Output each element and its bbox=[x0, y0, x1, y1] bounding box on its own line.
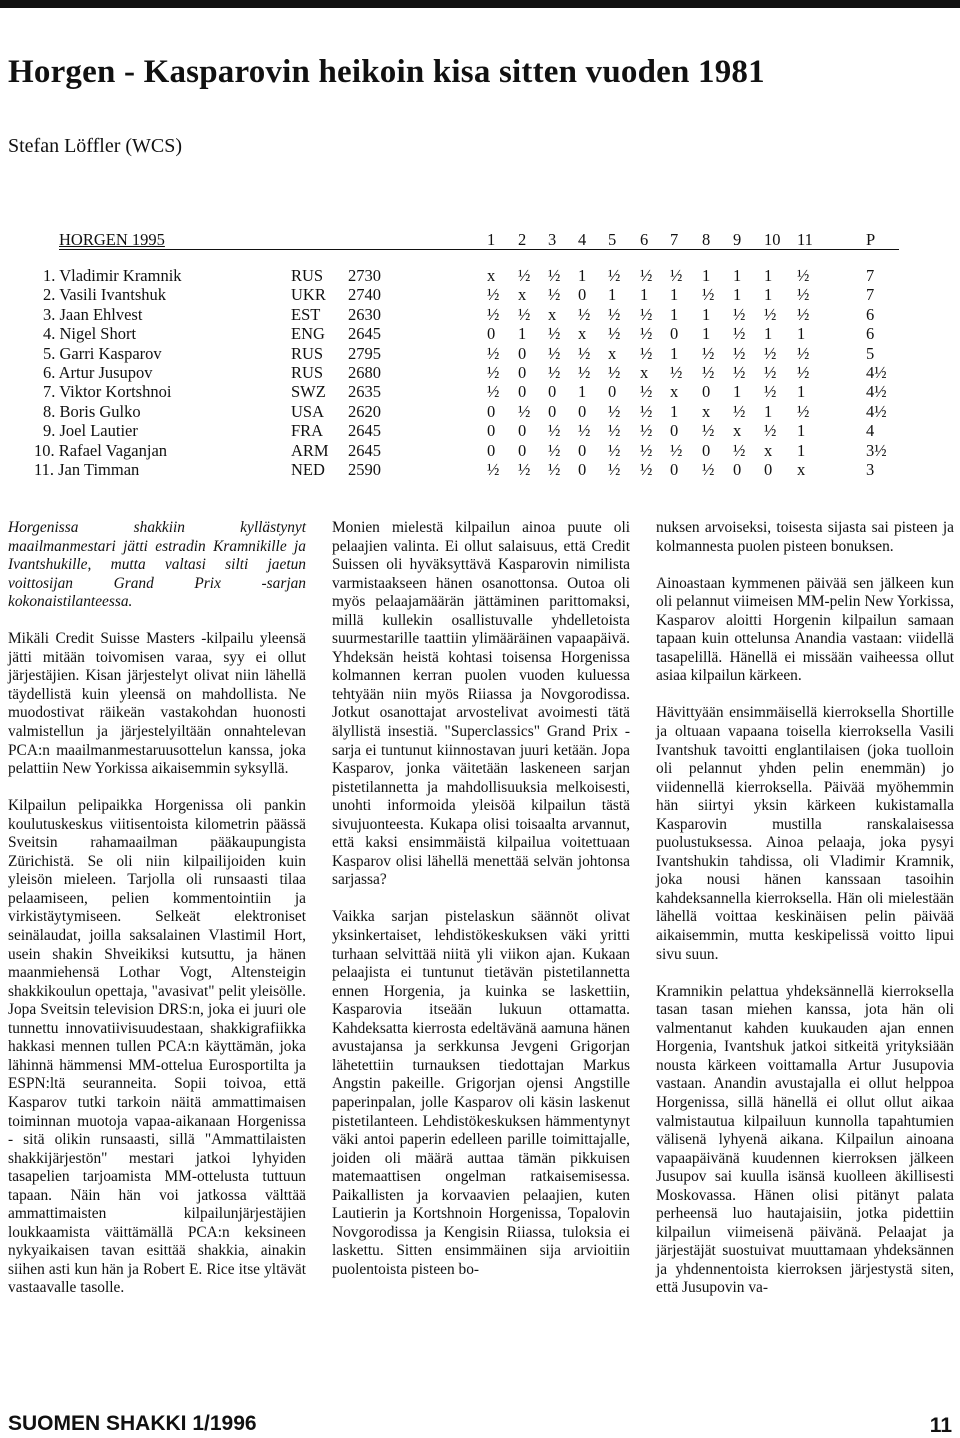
article-column-2 bbox=[332, 519, 630, 1279]
result-cell: ½ bbox=[608, 304, 621, 324]
result-cell: ½ bbox=[578, 363, 591, 382]
result-cell: x bbox=[548, 304, 557, 324]
result-cell: x bbox=[608, 343, 617, 363]
result-cell: ½ bbox=[518, 266, 531, 285]
article-column-3 bbox=[656, 519, 954, 1298]
article-paragraph: nuksen arvoiseksi, toisesta sijasta sai pisteen ja kolmannesta puolen pisteen bonuksen. bbox=[656, 519, 954, 555]
result-cell: x bbox=[733, 421, 742, 441]
result-cell: ½ bbox=[797, 401, 810, 421]
result-cell: ½ bbox=[640, 382, 653, 402]
result-cell: 1 bbox=[578, 382, 587, 402]
player-country: UKR bbox=[291, 285, 326, 305]
result-cell: ½ bbox=[487, 304, 500, 324]
player-rating: 2645 bbox=[348, 440, 381, 460]
result-cell: 0 bbox=[670, 460, 679, 479]
result-cell: ½ bbox=[640, 440, 653, 460]
player-rating: 2635 bbox=[348, 382, 381, 402]
magazine-issue: SUOMEN SHAKKI 1/1996 bbox=[8, 1412, 257, 1435]
top-rule bbox=[0, 0, 960, 8]
result-cell: 1 bbox=[797, 382, 806, 402]
result-cell: ½ bbox=[608, 421, 621, 441]
player-points: 5 bbox=[866, 343, 875, 363]
player-name: 2. Vasili Ivantshuk bbox=[43, 285, 166, 305]
result-cell: 1 bbox=[670, 285, 679, 305]
article-paragraph: Ainoastaan kymmenen päivää sen jälkeen kun oli pelannut viimeisen MM-pelin New Yorkissa, Kasparov aloitti Horgenin kilpailun samaan tapaan kuin ottelunsa Anandia vastaan: viidellä tasapelillä. Hänellä ei missään vaiheessa ollut asiaa kilpailun kärkeen. bbox=[656, 574, 954, 685]
result-cell: ½ bbox=[640, 401, 653, 421]
result-cell: ½ bbox=[578, 304, 591, 324]
round-header: 9 bbox=[733, 230, 742, 249]
player-country: FRA bbox=[291, 421, 324, 441]
result-cell: 0 bbox=[487, 421, 496, 441]
result-cell: ½ bbox=[702, 421, 715, 441]
result-cell: 0 bbox=[578, 401, 587, 421]
result-cell: 1 bbox=[764, 401, 773, 421]
article-paragraph: Kilpailun pelipaikka Horgenissa oli pankin koulutuskeskus viitisentoista kilometrin päässä Sveitsin rahamaailman pääkaupungista Zürichistä. Se oli niin kilpailijoiden kuin yleisön mieleen. Tarjolla oli runsaasti tilaa pelaamiseen, pelien kommentointiin ja virkistäytymiseen. Selkeät elektroniset seinälaudat, joilla saksalainen Vlastimil Hort, usein shakin Shveikiksi kutsuttu, ja hänen maanmiehensä Lothar Vogt, Altensteigin shakkikoulun opettaja, "avasivat" pelit yleisölle. Jopa Sveitsin television DRS:n, joka ei juuri ole tunnettu innovatiivisuudestaan, shakkigrafiikka hakkasi mennen tullen PCA:n käyttämän, joka lähinnä hämmensi MM-ottelua Eurosportilta ja ESPN:ltä seuranneita. Sopii toivoa, että Kasparov tutki tarkoin näitä ammattimaisen toiminnan muotoja vapaa-aikanaan Horgenissa - sitä olikin runsaasti, sillä "Ammattilaisten shakkijärjestön" mestari jatkoi lyhyiden tasapelien tarjoamista MM-ottelusta tuttuun tapaan. Näin hän voi jatkossa välttää ammattimaisten kilpailunjärjestäjien loukkaamista väittämällä PCA:n keksineen nykyaikaisen tavan esittää shakkia, ainakin siihen asti kun hän ja Robert E. Rice itse yltävät vastaavalle tasolle. bbox=[8, 797, 306, 1297]
player-name: 9. Joel Lautier bbox=[43, 421, 138, 441]
player-name: 6. Artur Jusupov bbox=[43, 363, 153, 382]
result-cell: ½ bbox=[487, 363, 500, 382]
result-cell: 1 bbox=[733, 285, 742, 305]
page-title: Horgen - Kasparovin heikoin kisa sitten vuoden 1981 bbox=[8, 54, 765, 90]
result-cell: 0 bbox=[733, 460, 742, 479]
result-cell: ½ bbox=[487, 343, 500, 363]
player-rating: 2620 bbox=[348, 401, 381, 421]
result-cell: ½ bbox=[548, 460, 561, 479]
result-cell: ½ bbox=[797, 363, 810, 382]
result-cell: ½ bbox=[797, 343, 810, 363]
player-points: 4 bbox=[866, 421, 875, 441]
result-cell: 0 bbox=[548, 382, 557, 402]
result-cell: ½ bbox=[733, 324, 746, 344]
result-cell: 0 bbox=[487, 324, 496, 344]
result-cell: x bbox=[670, 382, 679, 402]
result-cell: ½ bbox=[797, 304, 810, 324]
result-cell: 1 bbox=[640, 285, 649, 305]
result-cell: 0 bbox=[518, 382, 527, 402]
result-cell: ½ bbox=[608, 440, 621, 460]
player-name: 5. Garri Kasparov bbox=[43, 343, 162, 363]
points-header: P bbox=[866, 230, 876, 249]
result-cell: ½ bbox=[548, 324, 561, 344]
player-rating: 2730 bbox=[348, 266, 381, 285]
result-cell: ½ bbox=[548, 421, 561, 441]
result-cell: ½ bbox=[764, 304, 777, 324]
result-cell: ½ bbox=[640, 304, 653, 324]
result-cell: ½ bbox=[608, 324, 621, 344]
result-cell: 0 bbox=[670, 324, 679, 344]
result-cell: 0 bbox=[578, 285, 587, 305]
player-country: EST bbox=[291, 304, 321, 324]
result-cell: ½ bbox=[608, 460, 621, 479]
result-cell: ½ bbox=[548, 343, 561, 363]
result-cell: 1 bbox=[764, 285, 773, 305]
result-cell: 1 bbox=[797, 324, 806, 344]
result-cell: 0 bbox=[702, 382, 711, 402]
player-rating: 2795 bbox=[348, 343, 381, 363]
article-paragraph: Monien mielestä kilpailun ainoa puute oli pelaajien valinta. Ei ollut salaisuus, että Credit Suissen oli hyväksyttävä Kasparovin nimilista varmistaakseen hänen osanottonsa. Outoa oli myös pelaajamäärän jättäminen parittomaksi, millä kullekin osallistuvalle yhdelletoista suurmestarille taattiin ylimääräinen vapaapäivä. Yhdeksän heistä kohtasi toisensa Horgenissa kolmannen kerran puolen vuoden kuluessa tehtyään niin myös Riiassa ja Novgorodissa. Jotkut osanottajat arvostelivat avoimesti tätä älyllistä insestiä. "Superclassics" Grand Prix -sarja ei tuntunut kiinnostavan juuri ketään. Jopa Kasparov, jonka väitetään laskeneen sarjan pistetilannetta ja mahdollisuuksia melkoisesti, unohti informoida yleisöä kilpailun tästä sivujuonteesta. Kukapa olisi toisaalta arvannut, että kaksi ensimmäistä kilpailua voitettuaan Kasparov olisi lähellä menettää selvän johtonsa sarjassa? bbox=[332, 519, 630, 889]
page-number: 11 bbox=[929, 1414, 952, 1437]
result-cell: x bbox=[640, 363, 649, 382]
result-cell: ½ bbox=[702, 285, 715, 305]
result-cell: ½ bbox=[702, 343, 715, 363]
result-cell: ½ bbox=[548, 285, 561, 305]
player-country: USA bbox=[291, 401, 325, 421]
result-cell: ½ bbox=[764, 382, 777, 402]
player-points: 7 bbox=[866, 266, 875, 285]
article-column-1 bbox=[8, 519, 306, 1298]
crosstable-header-rule bbox=[59, 249, 899, 250]
player-points: 3 bbox=[866, 460, 875, 479]
player-rating: 2740 bbox=[348, 285, 381, 305]
result-cell: ½ bbox=[608, 363, 621, 382]
result-cell: 1 bbox=[797, 421, 806, 441]
result-cell: ½ bbox=[640, 266, 653, 285]
result-cell: ½ bbox=[670, 266, 683, 285]
result-cell: 1 bbox=[702, 324, 711, 344]
result-cell: 0 bbox=[702, 440, 711, 460]
player-name: 3. Jaan Ehlvest bbox=[43, 304, 143, 324]
result-cell: 0 bbox=[764, 460, 773, 479]
article-paragraph: Hävittyään ensimmäisellä kierroksella Shortille ja oltuaan vapaana toisella kierroksella Vasili Ivantshuk tavoitti englantilaisen (joka tuolloin oli pelannut yhden pelin enemmän) jo viidennellä kierroksella. Päivää myöhemmin hän siirtyi yksin kärkeen kukistamalla Kasparovin mustilla ranskalaisessa puolustuksessa. Ainoa pelaaja, joka pysyi Ivantshukin tahdissa, oli Vladimir Kramnik, joka nousi hänen kanssaan tasoihin kahdeksannella kierroksella. Hän oli mielestään lähellä voittaa keskinäisen pelin päivää aikaisemmin, mutta keskipelissä voitto lipui sivu suun. bbox=[656, 704, 954, 963]
result-cell: ½ bbox=[578, 421, 591, 441]
result-cell: ½ bbox=[764, 363, 777, 382]
result-cell: ½ bbox=[640, 343, 653, 363]
result-cell: x bbox=[702, 401, 711, 421]
player-rating: 2590 bbox=[348, 460, 381, 479]
player-name: 7. Viktor Kortshnoi bbox=[43, 382, 172, 402]
result-cell: x bbox=[487, 266, 496, 285]
result-cell: 0 bbox=[518, 363, 527, 382]
result-cell: ½ bbox=[733, 304, 746, 324]
player-country: ENG bbox=[291, 324, 325, 344]
player-points: 6 bbox=[866, 304, 875, 324]
round-header: 5 bbox=[608, 230, 617, 249]
result-cell: ½ bbox=[518, 304, 531, 324]
round-header: 1 bbox=[487, 230, 496, 249]
result-cell: 1 bbox=[764, 266, 773, 285]
result-cell: ½ bbox=[518, 401, 531, 421]
result-cell: 0 bbox=[578, 440, 587, 460]
player-country: SWZ bbox=[291, 382, 326, 402]
player-points: 3½ bbox=[866, 440, 887, 460]
result-cell: ½ bbox=[764, 421, 777, 441]
result-cell: 0 bbox=[578, 460, 587, 479]
result-cell: ½ bbox=[797, 266, 810, 285]
article-paragraph: Kramnikin pelattua yhdeksännellä kierroksella tasan tasan miehen kanssa, jota hän oli valmentanut kahden kuukauden ajan ennen Horgenia, Ivantshuk jatkoi sitkeitä yrityksiään nousta kärkeen voittamalla Artur Jusupovia vastaan. Anandin avustajalla ei ollut helppoa Horgenissa, sillä hänellä ei ollut ollut aikaa valmistautua kilpailuun kunnolla tapahtumien välisenä lyhyenä aikana. Kilpailun ainoana vapaapäivänä kuudennen kierroksen jälkeen Jusupov sai kuulla isänsä kuolleen äkillisesti Moskovassa. Hänen olisi pitänyt palata perheensä luo hautajaisiin, jotka pidettiin kilpailun viimeisenä päivänä. Pelaajat ja järjestäjät suostuivat muuttamaan yhdeksännen ja yhdennentoista kierroksen järjestystä siten, että Jusupovin va- bbox=[656, 982, 954, 1297]
result-cell: 0 bbox=[487, 440, 496, 460]
player-points: 4½ bbox=[866, 382, 887, 402]
result-cell: ½ bbox=[797, 285, 810, 305]
result-cell: 0 bbox=[548, 401, 557, 421]
result-cell: ½ bbox=[608, 266, 621, 285]
result-cell: ½ bbox=[487, 382, 500, 402]
round-header: 10 bbox=[764, 230, 781, 249]
result-cell: ½ bbox=[702, 460, 715, 479]
result-cell: 1 bbox=[764, 324, 773, 344]
player-country: ARM bbox=[291, 440, 329, 460]
player-name: 4. Nigel Short bbox=[43, 324, 137, 344]
result-cell: ½ bbox=[702, 363, 715, 382]
result-cell: ½ bbox=[670, 440, 683, 460]
player-name: 8. Boris Gulko bbox=[43, 401, 141, 421]
author-byline: Stefan Löffler (WCS) bbox=[8, 135, 183, 157]
crosstable-title: HORGEN 1995 bbox=[59, 230, 165, 249]
result-cell: 0 bbox=[608, 382, 617, 402]
result-cell: 1 bbox=[702, 304, 711, 324]
round-header: 4 bbox=[578, 230, 587, 249]
player-rating: 2645 bbox=[348, 324, 381, 344]
result-cell: x bbox=[518, 285, 527, 305]
result-cell: ½ bbox=[764, 343, 777, 363]
result-cell: ½ bbox=[578, 343, 591, 363]
result-cell: ½ bbox=[640, 421, 653, 441]
result-cell: ½ bbox=[640, 324, 653, 344]
result-cell: ½ bbox=[487, 285, 500, 305]
result-cell: ½ bbox=[608, 401, 621, 421]
result-cell: 0 bbox=[670, 421, 679, 441]
result-cell: x bbox=[578, 324, 587, 344]
player-country: RUS bbox=[291, 343, 324, 363]
result-cell: x bbox=[764, 440, 773, 460]
result-cell: 1 bbox=[578, 266, 587, 285]
result-cell: 0 bbox=[487, 401, 496, 421]
player-name: 1. Vladimir Kramnik bbox=[43, 266, 182, 285]
article-paragraph: Vaikka sarjan pistelaskun säännöt olivat yksinkertaiset, lehdistökeskuksen väki yritti turhaan selvittää niitä yli viikon ajan. Kukaan pelaajista ei tuntunut tietävän pistetilannetta ennen Horgenia, ja kuinka se laskettiin, Kasparovia itseään lukuun ottamatta. Kahdeksatta kierrosta edeltävänä aamuna hänen avustajansa ja serkkunsa Jevgeni Grigorjan lähetettiin turnauksen tiedottajan Markus Angstin pakeille. Grigorjan ojensi Angstille paperinpalan, jolle Kasparov oli käsin laskenut pistetilanteen. Lehdistökeskuksen hämmentynyt väki antoi paperin edelleen parille toimittajalle, joiden oli määrä auttaa tämän pikkuisen matemaattisen ongelman ratkaisemisessa. Paikallisten ja korvaavien pelaajien, kuten Lautierin ja Kortshnoin Horgenissa, Topalovin Novgorodissa ja Kengisin Riiassa, tuloksia ei laskettu. Sitten ensimmäinen sija arvioitiin puolentoista pisteen bo- bbox=[332, 908, 630, 1278]
result-cell: 1 bbox=[518, 324, 527, 344]
player-name: 11. Jan Timman bbox=[34, 460, 140, 479]
round-header: 8 bbox=[702, 230, 711, 249]
player-country: RUS bbox=[291, 363, 324, 382]
result-cell: ½ bbox=[548, 363, 561, 382]
result-cell: ½ bbox=[487, 460, 500, 479]
result-cell: ½ bbox=[548, 440, 561, 460]
round-header: 3 bbox=[548, 230, 557, 249]
round-header: 2 bbox=[518, 230, 527, 249]
round-header: 11 bbox=[797, 230, 813, 249]
player-points: 7 bbox=[866, 285, 875, 305]
result-cell: ½ bbox=[548, 266, 561, 285]
result-cell: 1 bbox=[670, 343, 679, 363]
result-cell: 1 bbox=[702, 266, 711, 285]
player-country: RUS bbox=[291, 266, 324, 285]
article-lead: Horgenissa shakkiin kyllästynyt maailmanmestari jätti estradin Kramnikille ja Ivantshukille, mutta valtasi silti jaetun voittosijan Grand Prix -sarjan kokonaistilanteessa. bbox=[8, 519, 306, 611]
result-cell: 1 bbox=[670, 304, 679, 324]
player-rating: 2645 bbox=[348, 421, 381, 441]
result-cell: 1 bbox=[733, 266, 742, 285]
article-paragraph: Mikäli Credit Suisse Masters -kilpailu yleensä jätti mitään toivomisen varaa, syy ei ollut järjestäjien. Kisan järjestelyt olivat niin lähellä täydellistä kuin yleensä on mahdollista. Ne muodostivat räikeän vastakohdan huonosti valmistellun ja järjestelyiltään onnahtelevan PCA:n maailmanmestaruusottelun kanssa, joka pelattiin New Yorkissa aikaisemmin syksyllä. bbox=[8, 630, 306, 778]
player-name: 10. Rafael Vaganjan bbox=[34, 440, 168, 460]
result-cell: 0 bbox=[518, 440, 527, 460]
round-header: 7 bbox=[670, 230, 679, 249]
player-rating: 2680 bbox=[348, 363, 381, 382]
round-header: 6 bbox=[640, 230, 649, 249]
player-rating: 2630 bbox=[348, 304, 381, 324]
result-cell: 1 bbox=[797, 440, 806, 460]
result-cell: 0 bbox=[518, 343, 527, 363]
player-points: 6 bbox=[866, 324, 875, 344]
result-cell: ½ bbox=[733, 401, 746, 421]
result-cell: ½ bbox=[518, 460, 531, 479]
result-cell: 1 bbox=[608, 285, 617, 305]
result-cell: x bbox=[797, 460, 806, 479]
result-cell: ½ bbox=[733, 343, 746, 363]
result-cell: ½ bbox=[733, 363, 746, 382]
result-cell: ½ bbox=[670, 363, 683, 382]
result-cell: 1 bbox=[733, 382, 742, 402]
player-points: 4½ bbox=[866, 401, 887, 421]
result-cell: ½ bbox=[733, 440, 746, 460]
player-country: NED bbox=[291, 460, 325, 479]
player-points: 4½ bbox=[866, 363, 887, 382]
result-cell: 1 bbox=[670, 401, 679, 421]
result-cell: 0 bbox=[518, 421, 527, 441]
result-cell: ½ bbox=[640, 460, 653, 479]
